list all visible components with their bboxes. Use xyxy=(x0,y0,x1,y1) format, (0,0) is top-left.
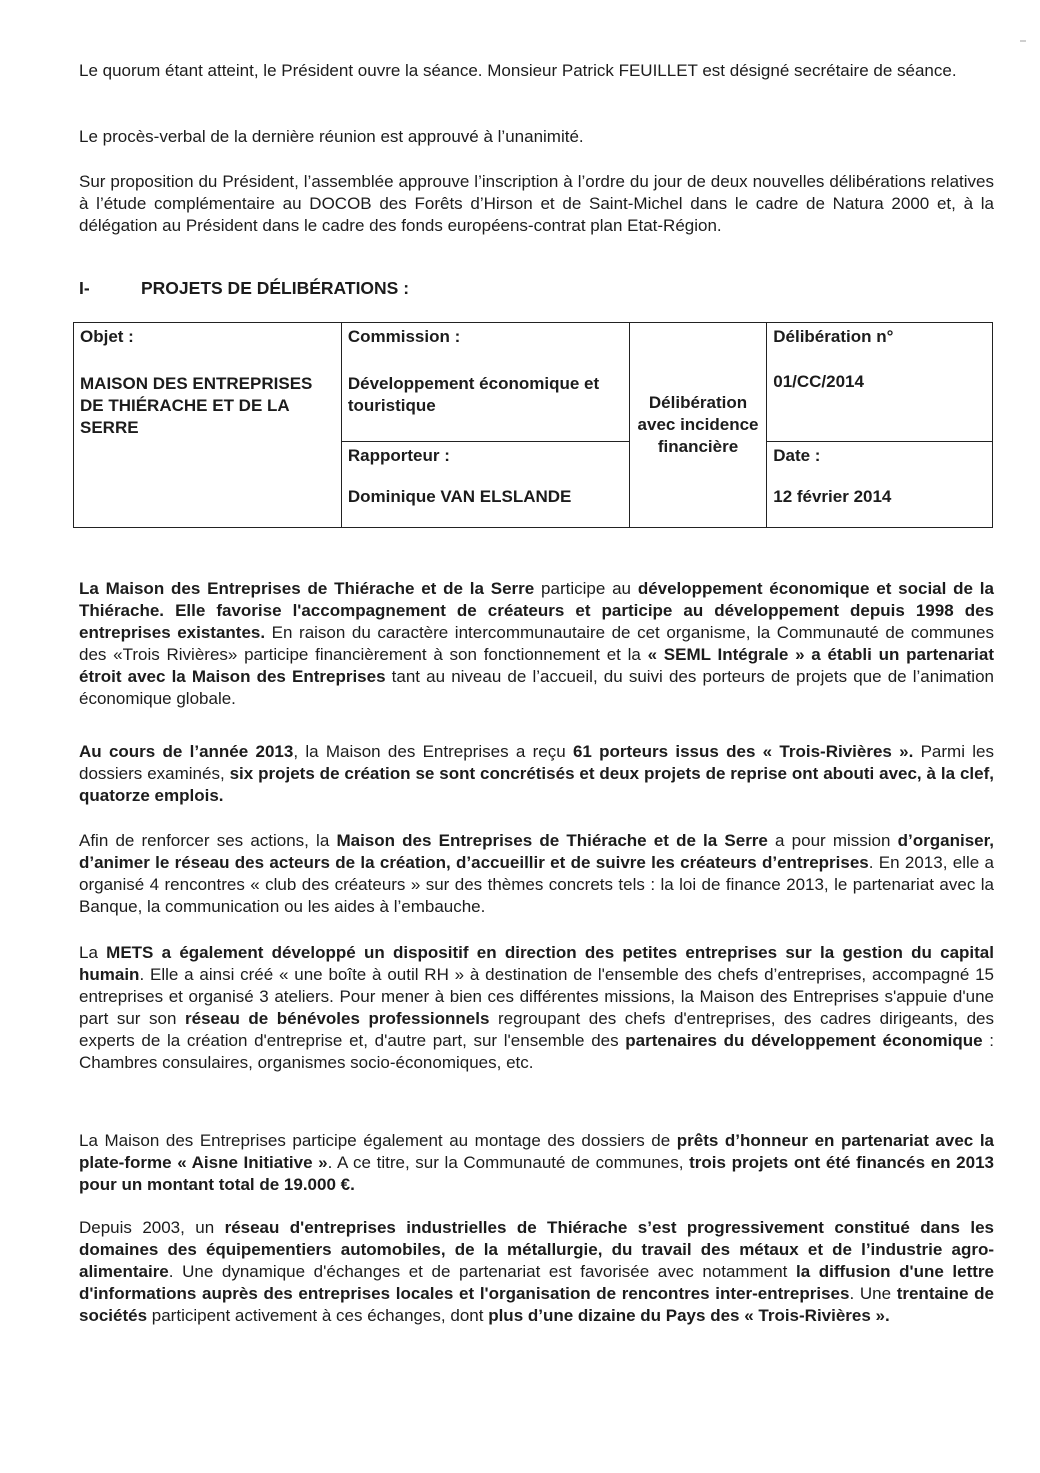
bold-text-run: trois projets ont été financés en 2013 pour un montant total de 19.000 €. xyxy=(79,1153,995,1194)
text-run: Afin de renforcer ses actions, la xyxy=(79,831,337,850)
body-paragraph-maison-entreprises xyxy=(79,578,994,710)
bold-text-run: réseau d'entreprises industrielles de Thiérache s’est progressivement constitué dans les domaines des équipementiers automobiles, de la métallurgie, du travail des métaux et de l’industrie agro-alimentaire xyxy=(79,1218,994,1281)
bold-text-run: la diffusion d'une lettre d'informations auprès des entreprises locales et l'organisation de rencontres inter-entreprises xyxy=(79,1262,994,1303)
text-run: La xyxy=(79,943,107,962)
intro-paragraph-proces-verbal: Le procès-verbal de la dernière réunion est approuvé à l’unanimité. xyxy=(79,127,584,146)
text-run: . En 2013, elle a organisé 4 rencontres « club des créateurs » sur des thèmes concrets tels : la loi de finance 2013, le partenariat avec la Banque, la communication ou les aides à l’embauche. xyxy=(79,853,994,916)
rapporteur-label: Rapporteur : xyxy=(347,446,450,466)
date-cell xyxy=(767,442,993,528)
text-run: En raison du caractère intercommunautaire de cet organisme, la Communauté de communes des «Trois Rivières» participe financièrement à son fonctionnement et la xyxy=(79,623,995,664)
bold-text-run: « SEML Intégrale » a établi un partenariat étroit avec la Maison des Entreprises xyxy=(79,645,995,686)
text-run: . Elle a ainsi créé « une boîte à outil RH » à destination de l'ensemble des chefs d’entreprises, accompagné 15 entreprises et organisé 3 ateliers. Pour mener à bien ces différentes missions, la Maison des Entreprises s'appuie d'une part sur son xyxy=(79,965,994,1028)
commission-cell xyxy=(341,323,629,442)
deliberation-number-cell xyxy=(767,323,993,442)
text-run: Depuis 2003, un xyxy=(79,1218,225,1237)
bold-text-run: trentaine de sociétés xyxy=(79,1284,994,1325)
date-label: Date : xyxy=(773,446,821,466)
commission-value: Développement économique et touristique xyxy=(347,374,600,415)
text-run: participent activement à ces échanges, dont xyxy=(147,1306,489,1325)
text-run: : Chambres consulaires, organismes socio-économiques, etc. xyxy=(79,1031,994,1072)
bold-text-run: réseau de bénévoles professionnels xyxy=(185,1009,490,1028)
text-run: , la Maison des Entreprises a reçu xyxy=(293,742,573,761)
date-value: 12 février 2014 xyxy=(773,487,892,507)
commission-label: Commission : xyxy=(347,327,461,346)
intro-paragraph-ordre-du-jour: Sur proposition du Président, l’assemblée approuve l’inscription à l’ordre du jour de deux nouvelles délibérations relatives à l’étude complémentaire au DOCOB des Forêts d’Hirson et de Saint-Michel dans le cadre de Natura 2000 et, à la délégation au Président dans le cadre des fonds européens-contrat plan Etat-Région. xyxy=(79,172,994,235)
rapporteur-value: Dominique VAN ELSLANDE xyxy=(347,487,572,507)
deliberation-table xyxy=(73,322,993,528)
bold-text-run: d’organiser, d’animer le réseau des acteurs de la création, d’accueillir et de suivre les créateurs d’entreprises xyxy=(79,831,995,872)
bold-text-run: développement économique et social de la Thiérache. Elle favorise l'accompagnement de créateurs et participe au développement depuis 1998 des entreprises existantes. xyxy=(79,579,994,642)
text-run: tant au niveau de l’accueil, du suivi des porteurs de projets que de l’animation économique globale. xyxy=(79,667,994,708)
body-paragraph-annee-2013 xyxy=(79,741,994,807)
deliberation-number-label: Délibération n° xyxy=(773,327,894,346)
bold-text-run: prêts d’honneur en partenariat avec la plate-forme « Aisne Initiative » xyxy=(79,1131,995,1172)
rapporteur-cell xyxy=(341,442,629,528)
deliberation-number-value: 01/CC/2014 xyxy=(773,372,864,391)
body-paragraph-reseau-industriel xyxy=(79,1217,994,1327)
text-run: La Maison des Entreprises participe également au montage des dossiers de xyxy=(79,1131,677,1150)
bold-text-run: Au cours de l’année 2013 xyxy=(79,742,294,761)
scan-mark xyxy=(1020,40,1026,42)
objet-value: MAISON DES ENTREPRISES DE THIÉRACHE ET DE LA SERRE xyxy=(80,374,313,437)
text-run: Parmi les dossiers examinés, xyxy=(79,742,994,783)
body-paragraph-mission xyxy=(79,830,994,918)
objet-label: Objet : xyxy=(80,327,134,346)
text-run: participe au xyxy=(534,579,638,598)
bold-text-run: METS a également développé un dispositif en direction des petites entreprises sur la gestion du capital humain xyxy=(79,943,994,984)
bold-text-run: six projets de création se sont concrétisés et deux projets de reprise ont abouti avec, à la clef, quatorze emplois. xyxy=(79,764,994,805)
section-number: I- xyxy=(79,278,90,298)
incidence-cell: Délibération avec incidence financière xyxy=(629,323,766,528)
bold-text-run: 61 porteurs issus des « Trois-Rivières ». xyxy=(572,742,914,761)
section-title: PROJETS DE DÉLIBÉRATIONS : xyxy=(141,278,410,298)
bold-text-run: La Maison des Entreprises de Thiérache et de la Serre xyxy=(79,579,535,598)
text-run: . Une xyxy=(849,1284,897,1303)
intro-paragraph-quorum: Le quorum étant atteint, le Président ouvre la séance. Monsieur Patrick FEUILLET est désigné secrétaire de séance. xyxy=(79,61,957,80)
bold-text-run: plus d’une dizaine du Pays des « Trois-Rivières ». xyxy=(488,1306,890,1325)
text-run: regroupant des chefs d'entreprises, des cadres dirigeants, des experts de la création d'entreprise et, d'autre part, sur l'ensemble des xyxy=(79,1009,994,1050)
text-run: . Une dynamique d'échanges et de partenariat est favorisée avec notamment xyxy=(168,1262,796,1281)
body-paragraph-mets xyxy=(79,942,994,1074)
text-run: a pour mission xyxy=(767,831,898,850)
bold-text-run: partenaires du développement économique xyxy=(625,1031,983,1050)
text-run: . A ce titre, sur la Communauté de communes, xyxy=(327,1153,690,1172)
bold-text-run: Maison des Entreprises de Thiérache et de la Serre xyxy=(336,831,768,850)
body-paragraph-prets-honneur xyxy=(79,1130,994,1196)
objet-cell xyxy=(74,323,342,528)
section-heading xyxy=(79,278,409,299)
